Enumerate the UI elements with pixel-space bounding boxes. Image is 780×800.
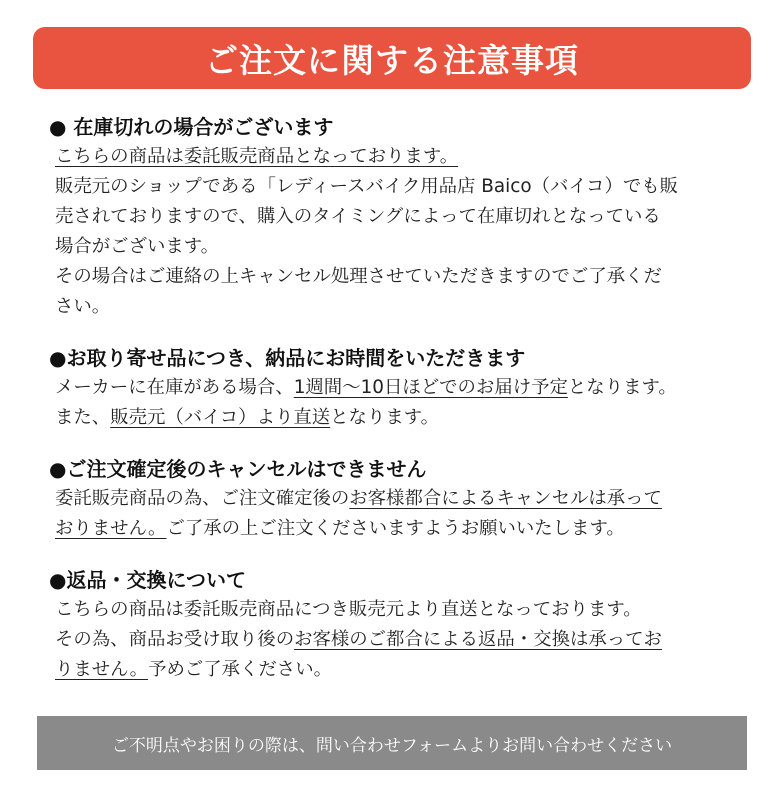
underlined-text: お客様都合によるキャンセルは承って <box>349 488 662 509</box>
underlined-text: こちらの商品は委託販売商品となっております。 <box>55 146 459 167</box>
text-line <box>55 142 749 172</box>
plain-text: その場合はご連絡の上キャンセル処理させていただきますのでご了承くだ <box>55 266 662 287</box>
plain-text: 場合がございます。 <box>55 236 220 257</box>
section-title: ● 在庫切れの場合がございます <box>49 115 334 139</box>
notice-section-returns <box>49 565 749 685</box>
text-line <box>55 514 749 544</box>
underlined-text: お客様のご都合による返品・交換は承ってお <box>294 629 662 650</box>
underlined-text: 販売元（バイコ）より直送 <box>110 407 331 428</box>
section-body <box>55 373 749 433</box>
text-line <box>55 292 749 322</box>
text-line <box>55 373 749 403</box>
plain-text: さい。 <box>55 296 111 317</box>
text-line <box>55 403 749 433</box>
text-line <box>55 172 749 202</box>
text-line <box>55 202 749 232</box>
section-title: ●お取り寄せ品につき、納品にお時間をいただきます <box>49 346 526 370</box>
underlined-text: 1週間～10日ほどでのお届け予定 <box>293 377 568 398</box>
plain-text: 売されておりますので、購入のタイミングによって在庫切れとなっている <box>55 206 661 227</box>
plain-text: となります。 <box>567 377 677 398</box>
text-line <box>55 625 749 655</box>
plain-text: メーカーに在庫がある場合、 <box>55 377 294 398</box>
plain-text: こちらの商品は委託販売商品につき販売元より直送となっております。 <box>55 599 642 620</box>
text-line <box>55 484 749 514</box>
plain-text: ご了承の上ご注文くださいますようお願いいたします。 <box>166 518 625 539</box>
header-banner <box>33 27 751 89</box>
section-body <box>55 595 749 685</box>
plain-text: また、 <box>55 407 111 428</box>
text-line <box>55 595 749 625</box>
text-line <box>55 232 749 262</box>
underlined-text: おりません。 <box>55 518 167 539</box>
plain-text: 委託販売商品の為、ご注文確定後の <box>55 488 350 509</box>
page-title: ご注文に関する注意事項 <box>205 40 579 80</box>
notice-section-order-delivery <box>49 343 749 433</box>
text-line <box>55 262 749 292</box>
notice-section-out-of-stock <box>49 112 749 322</box>
text-line <box>55 655 749 685</box>
plain-text: 販売元のショップである「レディースバイク用品店 Baico（バイコ）でも販 <box>55 176 679 197</box>
underlined-text: りません。 <box>55 659 149 680</box>
plain-text: 予めご了承ください。 <box>148 659 332 680</box>
section-title: ●ご注文確定後のキャンセルはできません <box>49 457 427 481</box>
section-body <box>55 142 749 322</box>
notice-section-no-cancel <box>49 454 749 544</box>
section-body <box>55 484 749 544</box>
contact-footer-banner <box>37 716 747 770</box>
plain-text: その為、商品お受け取り後の <box>55 629 295 650</box>
section-title: ●返品・交換について <box>49 568 247 592</box>
contact-note: ご不明点やお困りの際は、問い合わせフォームよりお問い合わせください <box>111 735 673 756</box>
plain-text: となります。 <box>330 407 440 428</box>
